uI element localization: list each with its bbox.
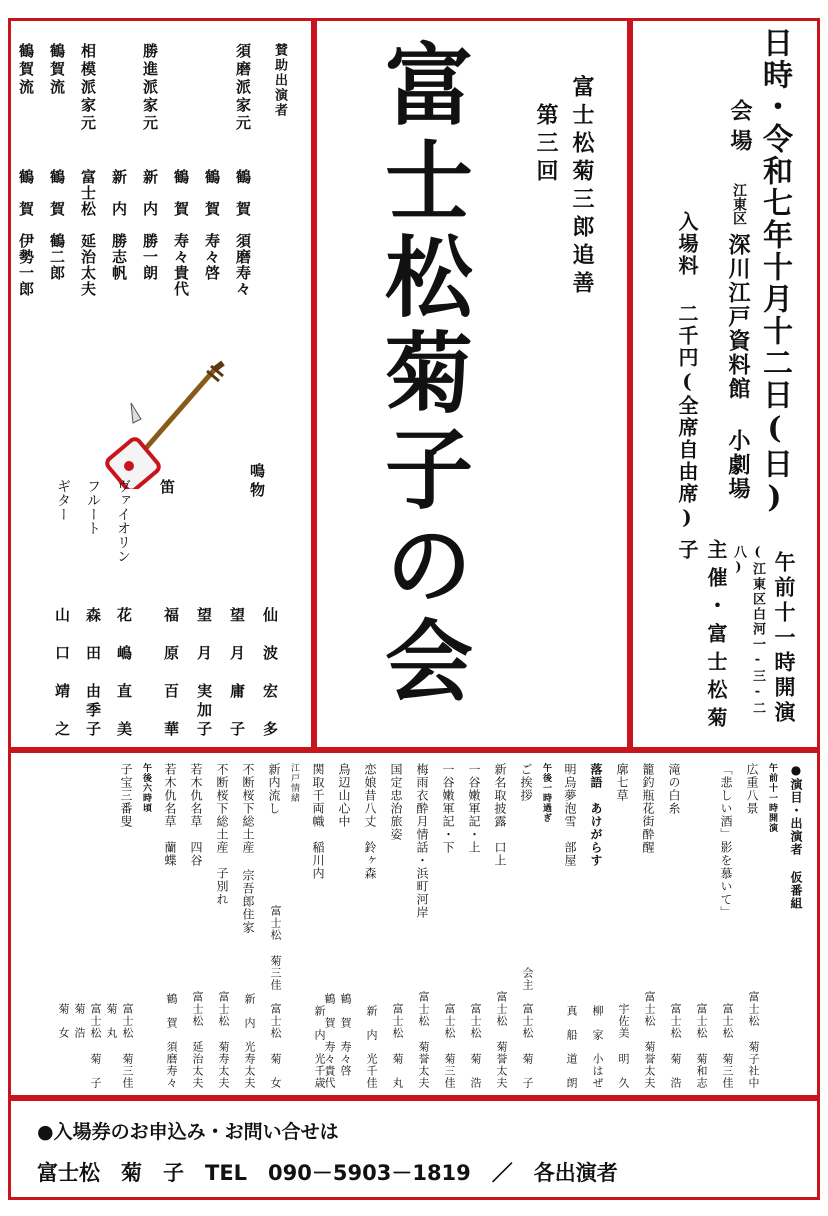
title-sub1: 富士松菊三郎追善 bbox=[569, 75, 595, 299]
supporter-name: 鶴 賀 寿々貴代 bbox=[172, 169, 190, 297]
program-title: 不断桜下総土産 子別れ bbox=[215, 763, 229, 906]
program-item bbox=[715, 759, 735, 1093]
program-performer: 富士松 菊誉太夫 bbox=[417, 991, 430, 1089]
program-title: 新名取披露 口上 bbox=[493, 763, 507, 867]
supporter-name: 鶴 賀 鶴二郎 bbox=[48, 169, 66, 281]
program-title: 江戸情緒 bbox=[289, 763, 299, 803]
fue-label: 笛 bbox=[158, 479, 176, 494]
program-title: 一谷嫩軍記・上 bbox=[467, 763, 481, 854]
program-item bbox=[541, 759, 553, 1093]
supporter-name: 鶴 賀 須磨寿々 bbox=[234, 169, 252, 297]
program-title: 廓七草 bbox=[615, 763, 629, 802]
program-performer: 富士松 延治太夫 bbox=[191, 991, 204, 1089]
supporter-role bbox=[171, 43, 192, 161]
program-title: 子宝三番叟 bbox=[119, 763, 133, 828]
supporter-name: 鶴 賀 伊勢一郎 bbox=[17, 169, 35, 297]
supporter-role bbox=[202, 43, 223, 161]
program-performer: 新 内 光寿太夫 bbox=[243, 993, 256, 1089]
program-performer: 真 船 道 朗 bbox=[565, 1005, 578, 1089]
program-item bbox=[767, 759, 779, 1093]
program-item bbox=[289, 759, 301, 1093]
program-title: 鳥辺山心中 bbox=[337, 763, 351, 828]
program-performer: 富士松 菊誉太夫 bbox=[643, 991, 656, 1089]
supporter-name: 新 内 勝一朗 bbox=[141, 169, 159, 281]
program-item bbox=[463, 759, 483, 1093]
program-title: ご挨拶 bbox=[519, 763, 533, 802]
supporter-entry bbox=[16, 43, 37, 373]
program-item bbox=[437, 759, 457, 1093]
narimono-player: 福 原 百 華 bbox=[162, 607, 180, 740]
venue-address: (江東区白河一-三-二八) bbox=[731, 545, 765, 716]
supporter-name: 富士松 延治太夫 bbox=[79, 169, 97, 297]
supporter-entry bbox=[47, 43, 68, 373]
instrument-player: 山 口 靖 之 bbox=[53, 607, 71, 740]
program-item bbox=[263, 759, 283, 1093]
program-performer: 富士松 菊三佳 bbox=[443, 1003, 456, 1089]
supporters-panel bbox=[8, 18, 314, 750]
program-item bbox=[559, 759, 579, 1093]
program-performer: 柳 家 小はぜ bbox=[591, 1005, 604, 1089]
venue-name: 深川江戸資料館 小劇場 bbox=[725, 233, 751, 501]
supporter-entry bbox=[140, 43, 161, 373]
event-panel bbox=[630, 18, 820, 750]
supporter-role: 相模派家元 bbox=[79, 43, 97, 133]
instrument-label: ギター bbox=[55, 479, 71, 521]
narimono-label: 鳴物 bbox=[248, 463, 266, 501]
program-item bbox=[611, 759, 631, 1093]
program-title: 明烏夢泡雪 部屋 bbox=[563, 763, 577, 867]
program-item bbox=[237, 759, 257, 1093]
program-item bbox=[323, 759, 353, 1093]
program-item bbox=[211, 759, 231, 1093]
supporters-heading: 賛助出演者 bbox=[272, 43, 287, 118]
footer-panel bbox=[8, 1098, 820, 1200]
program-performer: 富士松 菊和志 bbox=[695, 1003, 708, 1089]
program-performer: 新 内 光千佳 bbox=[365, 1005, 378, 1089]
program-title: 籠釣瓶花街酔醒 bbox=[641, 763, 655, 854]
supporter-role: 勝進派家元 bbox=[141, 43, 159, 133]
supporter-name: 新 内 勝志帆 bbox=[110, 169, 128, 281]
program-title: 新内流し bbox=[267, 763, 281, 815]
narimono-player: 望 月 実加子 bbox=[195, 607, 213, 740]
instrument-player: 花 嶋 直 美 bbox=[115, 607, 133, 740]
program-item bbox=[489, 759, 509, 1093]
program-performer: 富士松 菊誉太夫 bbox=[495, 991, 508, 1089]
program-item bbox=[515, 759, 535, 1093]
shamisen-icon bbox=[103, 359, 233, 489]
supporter-role: 須磨派家元 bbox=[234, 43, 252, 133]
title-sub2: 第三回 bbox=[533, 103, 559, 187]
program-performer: 富士松 菊 浩 bbox=[469, 1003, 482, 1089]
program-item bbox=[185, 759, 205, 1093]
program-item bbox=[359, 759, 379, 1093]
program-title: 広重八景 bbox=[745, 763, 759, 815]
program-item bbox=[741, 759, 761, 1093]
narimono-players bbox=[151, 607, 281, 747]
narimono-player: 仙 波 宏 多 bbox=[261, 607, 279, 740]
program-item bbox=[141, 759, 153, 1093]
instrument-label: ヴァイオリン bbox=[115, 479, 131, 563]
program-performer: 富士松 菊子社中 bbox=[747, 991, 760, 1089]
program-title: 午前十一時開演 bbox=[767, 763, 777, 833]
program-performer: 鶴 賀 寿々啓 鶴 賀 寿々貴代 bbox=[323, 993, 352, 1089]
instrument-label: フルート bbox=[85, 479, 101, 535]
program-title: 不断桜下総土産 宗吾郎住家 bbox=[241, 763, 255, 934]
program-title: 若木仇名草 蘭蝶 bbox=[163, 763, 177, 867]
event-date: 日時・令和七年十月十二日(日) bbox=[757, 27, 792, 517]
entry-fee: 入場料 二千円(全席自由席) bbox=[675, 211, 699, 531]
supporter-role: 鶴賀流 bbox=[48, 43, 66, 97]
program-title: 「悲しい酒」影を慕いて」 bbox=[719, 763, 733, 919]
venue-label: 会場 bbox=[727, 99, 753, 159]
program-item bbox=[307, 759, 327, 1093]
program-performer: 富士松 菊 丸 bbox=[391, 1003, 404, 1089]
program-title: 落語 あけがらす bbox=[589, 763, 603, 867]
program-title: 梅雨衣酔月情話・浜町河岸 bbox=[415, 763, 429, 919]
program-panel bbox=[8, 750, 820, 1098]
event-host: 主催・富士松菊子 bbox=[675, 539, 728, 735]
program-title: 午後一時過ぎ bbox=[541, 763, 551, 823]
program-performer: 鶴 賀 須磨寿々 bbox=[165, 993, 178, 1089]
footer-line2: 富士松 菊 子 TEL 090－5903－1819 ／ 各出演者 bbox=[37, 1161, 618, 1185]
program-title: ●演目・出演者 仮番組 bbox=[789, 763, 803, 910]
supporter-entry bbox=[233, 43, 254, 373]
instrument-labels bbox=[45, 479, 133, 609]
program-performer: 新 内 光千歳 bbox=[313, 1005, 326, 1089]
program-title: 一谷嫩軍記・下 bbox=[441, 763, 455, 854]
program-item bbox=[689, 759, 709, 1093]
program-performer: 宇佐美 明 久 bbox=[617, 1003, 630, 1089]
program-performer: 富士松 菊三佳 菊 丸 富士松 菊 子 菊 浩 菊 女 bbox=[57, 1003, 134, 1089]
program-title: 若木仇名草 四谷 bbox=[189, 763, 203, 867]
program-title: 恋娘昔八丈 鈴ヶ森 bbox=[363, 763, 377, 880]
program-performer: 会主 富士松 菊 子 bbox=[521, 967, 534, 1089]
program-list bbox=[35, 759, 805, 1093]
event-time: 午前十一時開演 bbox=[772, 551, 797, 726]
program-performer: 富士松 菊寿太夫 bbox=[217, 991, 230, 1089]
footer-line1: ●入場券のお申込み・お問い合せは bbox=[37, 1121, 339, 1143]
program-item bbox=[663, 759, 683, 1093]
supporter-entry bbox=[109, 43, 130, 373]
program-title: 国定忠治旅姿 bbox=[389, 763, 403, 841]
program-title: 関取千両幟 稲川内 bbox=[311, 763, 325, 880]
instrument-player: 森 田 由季子 bbox=[84, 607, 102, 740]
supporters-columns bbox=[19, 43, 289, 373]
program-item bbox=[159, 759, 179, 1093]
program-item bbox=[585, 759, 605, 1093]
venue-area: 江東区 bbox=[731, 183, 747, 225]
program-title: 滝の白糸 bbox=[667, 763, 681, 815]
title-main: 富士松菊子の会 bbox=[371, 39, 475, 711]
narimono-player: 望 月 庸 子 bbox=[228, 607, 246, 740]
supporter-entry bbox=[202, 43, 223, 373]
program-performer: 富士松 菊三佳 bbox=[721, 1003, 734, 1089]
program-performer: 富士松 菊三佳 富士松 菊 女 bbox=[269, 905, 282, 1089]
supporter-role: 鶴賀流 bbox=[17, 43, 35, 97]
program-item bbox=[637, 759, 657, 1093]
program-item bbox=[57, 759, 135, 1093]
supporter-role bbox=[109, 43, 130, 161]
program-performer: 富士松 菊 浩 bbox=[669, 1003, 682, 1089]
instrument-players bbox=[43, 607, 135, 747]
program-item bbox=[411, 759, 431, 1093]
program-title: 午後六時頃 bbox=[141, 763, 151, 813]
title-panel bbox=[314, 18, 630, 750]
program-item bbox=[785, 759, 805, 1093]
supporter-entry bbox=[78, 43, 99, 373]
program-item bbox=[385, 759, 405, 1093]
supporter-name: 鶴 賀 寿々啓 bbox=[203, 169, 221, 281]
supporter-entry bbox=[171, 43, 192, 373]
